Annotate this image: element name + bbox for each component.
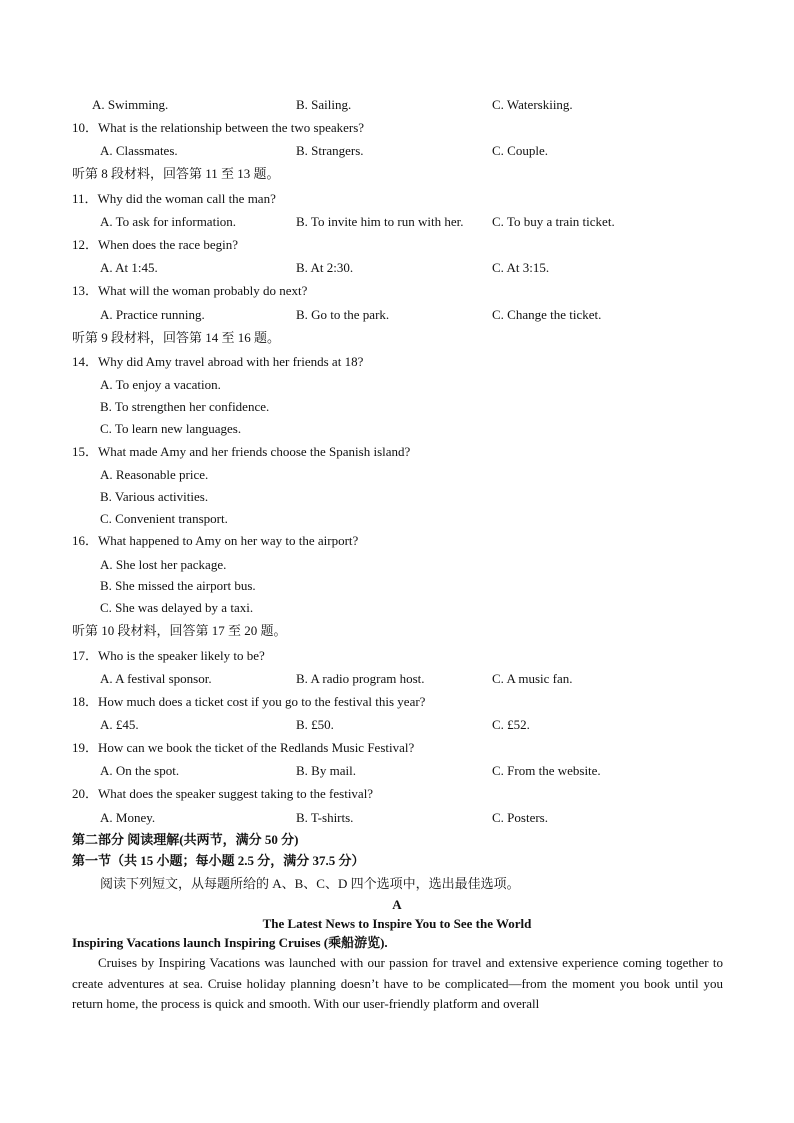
passage-paragraph-text: Cruises by Inspiring Vacations was launched with our passion for travel and extensive experience coming together to create adventures at sea. Cruise holiday planning doesn’t have to be complicated—from the moment you book until you return home, the process is quick and smooth. With our user-friendly platform and overall: [72, 955, 723, 1011]
passage-letter: A: [392, 897, 402, 912]
q13-option-a: A. Practice running.: [100, 307, 205, 322]
q17-option-a: A. A festival sponsor.: [100, 671, 212, 686]
q20-option-b: B. T-shirts.: [296, 810, 354, 825]
q15-option-c: C. Convenient transport.: [100, 511, 228, 526]
q9-option-c: C. Waterskiing.: [492, 97, 573, 112]
q16-option-c: C. She was delayed by a taxi.: [100, 600, 254, 615]
section-10-instruction: 听第 10 段材料，回答第 17 至 20 题。: [72, 623, 287, 638]
q10-option-b: B. Strangers.: [296, 143, 364, 158]
question-20: 20．What does the speaker suggest taking to the festival?: [72, 786, 374, 801]
question-17: 17．Who is the speaker likely to be?: [72, 648, 265, 663]
section-8-instruction: 听第 8 段材料，回答第 11 至 13 题。: [72, 166, 280, 181]
q17-option-b: B. A radio program host.: [296, 671, 425, 686]
reading-instruction: 阅读下列短文，从每题所给的 A、B、C、D 四个选项中，选出最佳选项。: [100, 876, 520, 891]
passage-paragraph: [72, 953, 723, 1015]
section-9-instruction: 听第 9 段材料，回答第 14 至 16 题。: [72, 330, 281, 345]
q19-option-c: C. From the website.: [492, 763, 601, 778]
q18-option-b: B. £50.: [296, 717, 334, 732]
q18-option-c: C. £52.: [492, 717, 530, 732]
passage-title: The Latest News to Inspire You to See the World: [262, 916, 532, 931]
q11-option-a: A. To ask for information.: [100, 214, 237, 229]
q15-option-a: A. Reasonable price.: [100, 467, 209, 482]
q19-option-a: A. On the spot.: [100, 763, 180, 778]
q10-option-a: A. Classmates.: [100, 143, 178, 158]
q12-option-a: A. At 1:45.: [100, 260, 158, 275]
question-19: 19．How can we book the ticket of the Redlands Music Festival?: [72, 740, 415, 755]
question-10: 10．What is the relationship between the two speakers?: [72, 120, 365, 135]
question-11: 11．Why did the woman call the man?: [72, 191, 276, 206]
question-14: 14．Why did Amy travel abroad with her friends at 18?: [72, 354, 364, 369]
q9-option-a: A. Swimming.: [92, 97, 169, 112]
q14-option-c: C. To learn new languages.: [100, 421, 242, 436]
q20-option-c: C. Posters.: [492, 810, 548, 825]
question-18: 18．How much does a ticket cost if you go to the festival this year?: [72, 694, 426, 709]
q16-option-a: A. She lost her package.: [100, 557, 227, 572]
q14-option-a: A. To enjoy a vacation.: [100, 377, 221, 392]
q11-option-c: C. To buy a train ticket.: [492, 214, 615, 229]
question-16: 16．What happened to Amy on her way to the airport?: [72, 533, 359, 548]
q19-option-b: B. By mail.: [296, 763, 356, 778]
q15-option-b: B. Various activities.: [100, 489, 209, 504]
part-2-heading: 第二部分 阅读理解(共两节，满分 50 分): [72, 832, 299, 847]
q10-option-c: C. Couple.: [492, 143, 548, 158]
question-12: 12．When does the race begin?: [72, 237, 239, 252]
section-1-heading: 第一节（共 15 小题；每小题 2.5 分，满分 37.5 分）: [72, 853, 365, 868]
q9-option-b: B. Sailing.: [296, 97, 352, 112]
q16-option-b: B. She missed the airport bus.: [100, 578, 256, 593]
q17-option-c: C. A music fan.: [492, 671, 573, 686]
q11-option-b: B. To invite him to run with her.: [296, 214, 464, 229]
q12-option-c: C. At 3:15.: [492, 260, 550, 275]
q14-option-b: B. To strengthen her confidence.: [100, 399, 270, 414]
q20-option-a: A. Money.: [100, 810, 156, 825]
q13-option-c: C. Change the ticket.: [492, 307, 602, 322]
question-15: 15．What made Amy and her friends choose the Spanish island?: [72, 444, 411, 459]
q18-option-a: A. £45.: [100, 717, 139, 732]
question-13: 13．What will the woman probably do next?: [72, 283, 308, 298]
passage-subheading: Inspiring Vacations launch Inspiring Cruises (乘船游览).: [72, 935, 388, 950]
q12-option-b: B. At 2:30.: [296, 260, 354, 275]
q13-option-b: B. Go to the park.: [296, 307, 390, 322]
